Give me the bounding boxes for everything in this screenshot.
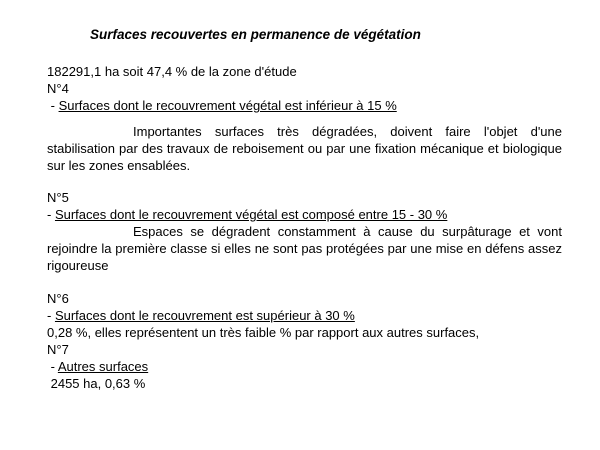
section-heading: Surfaces dont le recouvrement végétal est composé entre 15 - 30 %	[54, 207, 448, 222]
study-area-text: 182291,1 ha soit 47,4 % de la zone d'étude	[47, 64, 297, 79]
section-paragraph: 0,28 %, elles représentent un très faible % par rapport aux autres surfaces,	[47, 325, 480, 340]
section-heading-line	[47, 97, 567, 114]
section-value: 2455 ha, 0,63 %	[47, 376, 146, 391]
heading-dash: -	[47, 207, 55, 222]
paragraph-text: Espaces se dégradent constamment à cause du surpâturage et vont rejoindre la première classe si elles ne sont pas protégées par une mise en défens assez rigoureuse	[47, 224, 562, 273]
heading-dash: -	[47, 98, 59, 113]
spacer	[47, 114, 567, 123]
section-heading-line	[47, 307, 567, 324]
document-title: Surfaces recouvertes en permanence de végétation	[90, 27, 421, 42]
section-paragraph	[47, 223, 562, 274]
section-heading: Surfaces dont le recouvrement végétal est inférieur à 15 %	[58, 98, 397, 113]
section-heading-line	[47, 358, 567, 375]
section-heading: Autres surfaces	[57, 359, 149, 374]
paragraph-text: Importantes surfaces très dégradées, doivent faire l'objet d'une stabilisation par des travaux de reboisement ou par une fixation mécanique et biologique sur les zones ensablées.	[47, 124, 562, 173]
heading-dash: -	[47, 359, 58, 374]
section-heading-line	[47, 206, 567, 223]
section-number: N°4	[47, 81, 69, 96]
section-heading: Surfaces dont le recouvrement est supérieur à 30 %	[54, 308, 355, 323]
heading-dash: -	[47, 308, 55, 323]
section-number: N°5	[47, 190, 69, 205]
paragraph-indent	[47, 224, 133, 239]
section-n6	[47, 290, 567, 341]
section-paragraph	[47, 123, 562, 174]
section-number: N°6	[47, 291, 69, 306]
paragraph-indent	[47, 124, 133, 139]
section-n4	[47, 63, 567, 174]
section-number: N°7	[47, 342, 69, 357]
section-n5	[47, 189, 567, 274]
section-n7	[47, 341, 567, 392]
